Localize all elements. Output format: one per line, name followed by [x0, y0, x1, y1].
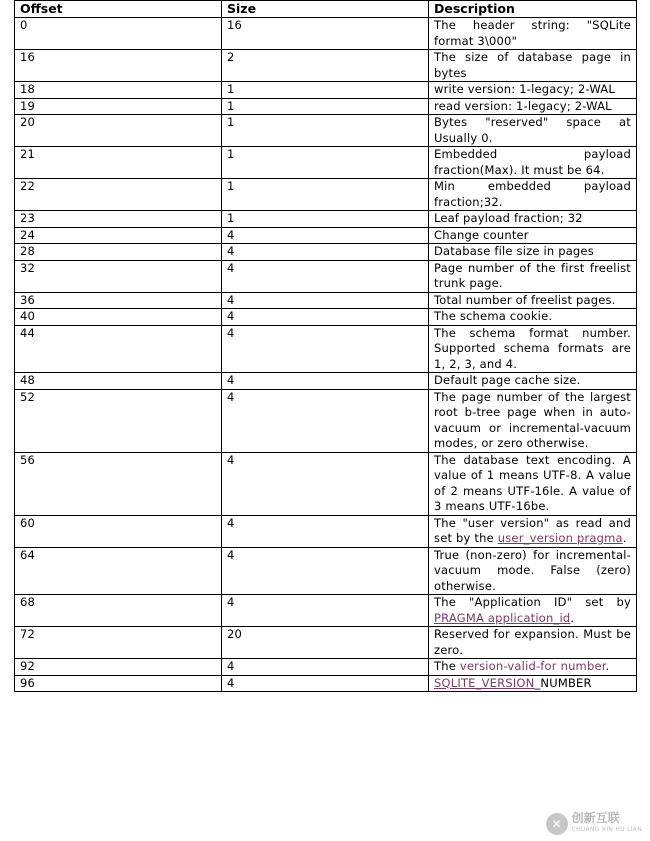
description-text: .: [622, 531, 627, 545]
size-cell: 4: [222, 227, 429, 244]
doc-link[interactable]: user_version pragma: [497, 531, 623, 545]
offset-cell: 20: [15, 115, 222, 147]
description-cell: write version: 1-legacy; 2-WAL: [429, 82, 637, 99]
size-cell: 20: [222, 627, 429, 659]
size-cell: 4: [222, 675, 429, 692]
size-column-header: Size: [222, 1, 429, 18]
table-row: [15, 18, 637, 50]
table-row: [15, 292, 637, 309]
description-cell: True (non-zero) for incremental-vacuum mode. False (zero) otherwise.: [429, 547, 637, 595]
size-cell: 1: [222, 147, 429, 179]
offset-cell: 19: [15, 98, 222, 115]
table-row: [15, 147, 637, 179]
table-row: [15, 659, 637, 676]
size-cell: 4: [222, 325, 429, 373]
description-cell: The header string: "SQLite format 3\000": [429, 18, 637, 50]
description-cell: Default page cache size.: [429, 373, 637, 390]
size-cell: 4: [222, 389, 429, 452]
offset-cell: 16: [15, 50, 222, 82]
size-cell: 4: [222, 659, 429, 676]
offset-cell: 0: [15, 18, 222, 50]
table-body: [15, 18, 637, 692]
offset-cell: 64: [15, 547, 222, 595]
table-row: [15, 50, 637, 82]
description-cell: Database file size in pages: [429, 244, 637, 261]
table-row: [15, 389, 637, 452]
offset-cell: 40: [15, 309, 222, 326]
offset-cell: 68: [15, 595, 222, 627]
size-cell: 4: [222, 260, 429, 292]
description-cell: The database text encoding. A value of 1 means UTF-8. A value of 2 means UTF-16le. A value of 3 means UTF-16be.: [429, 452, 637, 515]
description-text: .: [570, 610, 575, 625]
description-text: .: [605, 659, 610, 673]
description-cell: Min embedded payload fraction;32.: [429, 179, 637, 211]
offset-cell: 92: [15, 659, 222, 676]
description-cell: [429, 675, 637, 692]
table-row: [15, 98, 637, 115]
description-cell: Total number of freelist pages.: [429, 292, 637, 309]
size-cell: 1: [222, 211, 429, 228]
table-header-row: [15, 1, 637, 18]
table-row: [15, 115, 637, 147]
description-text: The: [434, 659, 460, 673]
size-cell: 4: [222, 309, 429, 326]
description-cell: [429, 595, 637, 627]
description-text: _NUMBER: [534, 675, 592, 690]
doc-link[interactable]: SQLITE_VERSION: [434, 675, 535, 690]
size-cell: 4: [222, 547, 429, 595]
table-row: [15, 452, 637, 515]
description-cell: [429, 659, 637, 676]
offset-cell: 48: [15, 373, 222, 390]
size-cell: 4: [222, 595, 429, 627]
watermark-logo-icon: ✕: [546, 813, 568, 835]
offset-cell: 22: [15, 179, 222, 211]
offset-cell: 28: [15, 244, 222, 261]
size-cell: 4: [222, 515, 429, 547]
doc-link[interactable]: version-valid-for number: [459, 659, 606, 673]
description-text: The "user version" as read and set by the: [434, 515, 631, 545]
offset-cell: 56: [15, 452, 222, 515]
size-cell: 16: [222, 18, 429, 50]
table-row: [15, 82, 637, 99]
offset-cell: 72: [15, 627, 222, 659]
description-cell: The size of database page in bytes: [429, 50, 637, 82]
description-cell: Page number of the first freelist trunk page.: [429, 260, 637, 292]
size-cell: 4: [222, 373, 429, 390]
table-row: [15, 227, 637, 244]
description-text: The "Application ID" set by: [434, 595, 631, 609]
sqlite-header-table: [14, 0, 637, 692]
description-cell: The page number of the largest root b-tree page when in auto-vacuum or incremental-vacuum modes, or zero otherwise.: [429, 389, 637, 452]
size-cell: 1: [222, 98, 429, 115]
description-cell: Reserved for expansion. Must be zero.: [429, 627, 637, 659]
offset-column-header: Offset: [15, 1, 222, 18]
offset-cell: 21: [15, 147, 222, 179]
description-cell: [429, 515, 637, 547]
description-cell: Change counter: [429, 227, 637, 244]
size-cell: 2: [222, 50, 429, 82]
table-row: [15, 211, 637, 228]
description-column-header: Description: [429, 1, 637, 18]
offset-cell: 96: [15, 675, 222, 692]
table-row: [15, 309, 637, 326]
table-row: [15, 675, 637, 692]
table-row: [15, 515, 637, 547]
offset-cell: 18: [15, 82, 222, 99]
offset-cell: 24: [15, 227, 222, 244]
table-row: [15, 325, 637, 373]
size-cell: 4: [222, 452, 429, 515]
size-cell: 4: [222, 292, 429, 309]
description-cell: Embedded payload fraction(Max). It must be 64.: [429, 147, 637, 179]
size-cell: 1: [222, 179, 429, 211]
table-row: [15, 244, 637, 261]
table-row: [15, 627, 637, 659]
table-row: [15, 547, 637, 595]
watermark-main-text: 创新互联: [571, 811, 620, 825]
size-cell: 1: [222, 115, 429, 147]
watermark-text: [572, 813, 642, 835]
offset-cell: 44: [15, 325, 222, 373]
size-cell: 4: [222, 244, 429, 261]
description-cell: Leaf payload fraction; 32: [429, 211, 637, 228]
doc-link[interactable]: PRAGMA application_id: [434, 610, 571, 625]
table-row: [15, 179, 637, 211]
offset-cell: 52: [15, 389, 222, 452]
description-cell: The schema format number. Supported schema formats are 1, 2, 3, and 4.: [429, 325, 637, 373]
offset-cell: 60: [15, 515, 222, 547]
description-cell: The schema cookie.: [429, 309, 637, 326]
description-cell: Bytes "reserved" space at Usually 0.: [429, 115, 637, 147]
table-row: [15, 260, 637, 292]
offset-cell: 36: [15, 292, 222, 309]
table-row: [15, 373, 637, 390]
description-cell: read version: 1-legacy; 2-WAL: [429, 98, 637, 115]
offset-cell: 23: [15, 211, 222, 228]
watermark: [546, 813, 642, 835]
offset-cell: 32: [15, 260, 222, 292]
watermark-sub-text: CHUANG XIN HU LIAN: [571, 826, 642, 833]
size-cell: 1: [222, 82, 429, 99]
table-row: [15, 595, 637, 627]
